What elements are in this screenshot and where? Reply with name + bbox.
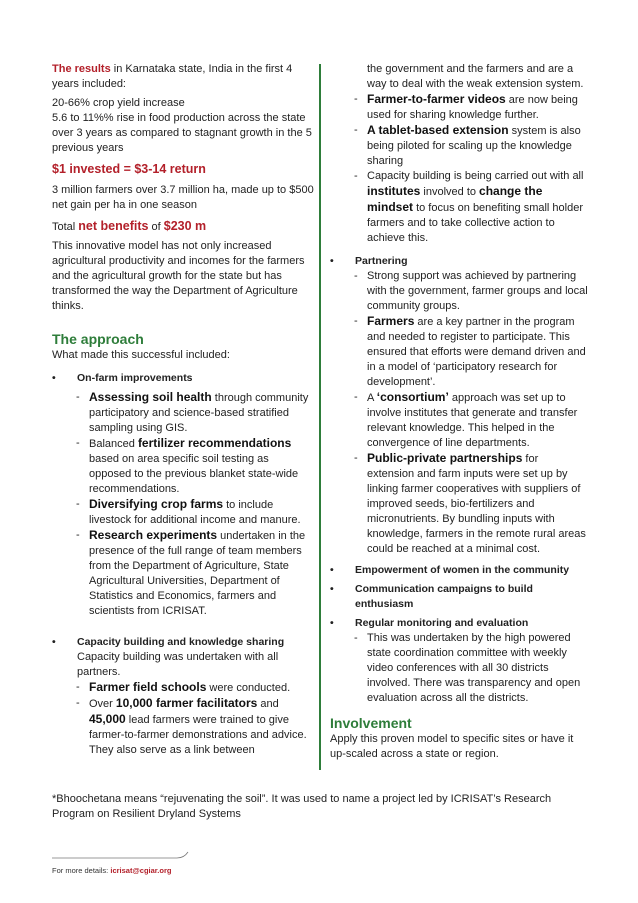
dash-marker: - [76, 529, 80, 541]
partner1-text: Strong support was achieved by partnering with the government, farmer groups and local community groups. [367, 270, 588, 312]
women-heading: • Empowerment of women in the community [330, 563, 588, 578]
res-key: Research experiments [89, 528, 218, 542]
footer [52, 866, 171, 875]
cap-text1: Capacity building is being carried out with all [367, 170, 584, 182]
total-prefix: Total [52, 221, 79, 233]
fert-prefix: Balanced [89, 438, 138, 450]
inst-key: institutes [367, 184, 421, 198]
capacity-text: Capacity building was undertaken with all partners. [77, 651, 279, 678]
dash-marker: - [354, 170, 358, 182]
consortium-item [330, 390, 588, 451]
net-benefits-line [52, 219, 314, 235]
dash-marker: - [76, 437, 80, 449]
model-paragraph: This innovative model has not only increased agricultural productivity and incomes for the farmers and the agricultural growth for the state but has transformed the way the Department of Agriculture thinks. [52, 240, 305, 312]
dash-marker: - [354, 391, 358, 403]
consort-prefix: A [367, 392, 377, 404]
dash-marker: - [354, 315, 358, 327]
column-divider [319, 64, 321, 770]
ppp-text: for extension and farm inputs were set up by linking farmer cooperatives with suppliers of improved seeds, bio-fertilizers and micronutrients. By bundling inputs with knowledge, farmers in the remote rural areas could be reached at a minimal cost. [367, 453, 586, 555]
monitoring-heading: • Regular monitoring and evaluation [330, 616, 588, 631]
dash-marker: - [76, 697, 80, 709]
footer-label: For more details: [52, 866, 111, 875]
dash-marker: - [354, 270, 358, 282]
consort-text: approach was set up to involve institutes that generate and transfer relevant knowledge. This helped in the convergence of line departments. [367, 392, 578, 449]
contact-email-link[interactable]: icrisat@cgiar.org [110, 866, 172, 875]
net-benefits-label: net benefits [78, 219, 149, 233]
tablet-key: A tablet-based extension [367, 123, 509, 137]
capacity-heading: • Capacity building and knowledge sharing [52, 635, 314, 650]
communication-heading: • Communication campaigns to build enthusiasm [330, 582, 588, 612]
tablet-text: system is also being piloted for scaling up the knowledge sharing [367, 125, 581, 167]
farmers-key: Farmers [367, 314, 415, 328]
monitoring-item [330, 631, 588, 706]
yield-text: 20-66% crop yield increase [52, 97, 185, 109]
return-text: $1 invested = $3-14 return [52, 162, 206, 176]
left-column [52, 62, 314, 758]
capacity-mindset-item [330, 169, 588, 246]
approach-intro: What made this successful included: [52, 349, 230, 361]
partner-support-item [330, 269, 588, 314]
change-key: change the mindset [367, 184, 543, 214]
dash-marker: - [76, 391, 80, 403]
results-text: in Karnataka state, India in the first 4 years included: [52, 63, 293, 90]
dash-marker: - [76, 681, 80, 693]
lead-key: 45,000 [89, 712, 126, 726]
video-key: Farmer-to-farmer videos [367, 92, 506, 106]
facilitators-item [52, 696, 314, 758]
farmers-text: are a key partner in the program and needed to register to participate. This ensured that efforts were demand driven and in a model of ‘participatory research for development’. [367, 316, 586, 388]
involvement-text: Apply this proven model to specific sites or have it up-scaled across a state or region. [330, 733, 574, 760]
right-column [330, 62, 588, 762]
fert-text: based on area specific soil testing as opposed to the previous blanket state-wide recommendations. [89, 453, 299, 495]
soil-text: through community participatory and science-based stratified sampling using GIS. [89, 392, 309, 434]
soil-key: Assessing soil health [89, 390, 212, 404]
dash-marker: - [76, 498, 80, 510]
lead-text: lead farmers were trained to give farmer-to-farmer demonstrations and advice. They also serve as a link between [89, 714, 307, 756]
dash-marker: - [354, 452, 358, 464]
involvement-heading: Involvement [330, 715, 412, 731]
and-text: and [257, 698, 279, 710]
consort-key: ‘consortium’ [376, 390, 449, 404]
ffs-text: were conducted. [206, 682, 291, 694]
div-text: to include livestock for additional income and manure. [89, 499, 301, 526]
fert-key: fertilizer recommendations [137, 436, 292, 450]
dash-marker: - [354, 124, 358, 136]
research-item [52, 528, 314, 619]
video-text: are now being used for sharing knowledge further. [367, 94, 578, 121]
res-text: undertaken in the presence of the full range of team members from the Department of Agriculture, State Agricultural Universities, Department of Statistics and Economics, farmers and scientists from ICRISAT. [89, 530, 306, 617]
farmers-partner-item [330, 314, 588, 390]
ppp-item [330, 451, 588, 557]
food-text: 5.6 to 11%% rise in food production across the state over 3 years as compared to stagnant growth in the 5 previous years [52, 112, 312, 154]
ppp-key: Public-private partnerships [367, 451, 523, 465]
soil-item [52, 390, 314, 436]
cap-text3: to focus on benefiting small holder farmers and to take collective action to achieve this. [367, 202, 584, 244]
dash-marker: - [354, 93, 358, 105]
farmers-gain-text: 3 million farmers over 3.7 million ha, made up to $500 net gain per ha in one season [52, 184, 314, 211]
cap-text2: involved to [420, 186, 480, 198]
fertilizer-item [52, 436, 314, 497]
video-item [330, 92, 588, 123]
results-label: The results [52, 63, 111, 75]
dash-marker: - [354, 632, 358, 644]
fac-key: 10,000 farmer facilitators [115, 696, 258, 710]
footnote: *Bhoochetana means “rejuvenating the soil”. It was used to name a project led by ICRISAT’s Research Program on Resilient Dryland Systems [52, 793, 552, 820]
ffs-item [52, 680, 314, 696]
cont-text: the government and the farmers and are a way to deal with the weak extension system. [367, 63, 584, 90]
over-prefix: Over [89, 698, 116, 710]
div-key: Diversifying crop farms [89, 497, 224, 511]
of-text: of [148, 221, 164, 233]
continued-text [330, 62, 588, 92]
results-paragraph [52, 62, 314, 92]
approach-heading: The approach [52, 331, 144, 347]
diversify-item [52, 497, 314, 528]
tablet-item [330, 123, 588, 169]
partnering-heading: • Partnering [330, 254, 588, 269]
onfarm-heading: • On-farm improvements [52, 371, 314, 386]
ffs-key: Farmer field schools [89, 680, 207, 694]
monitor-text: This was undertaken by the high powered state coordination committee with weekly video conferences with all 30 districts involved. There was transparency and open evaluation across all the districts. [367, 632, 581, 704]
net-benefits-value: $230 m [163, 219, 207, 233]
